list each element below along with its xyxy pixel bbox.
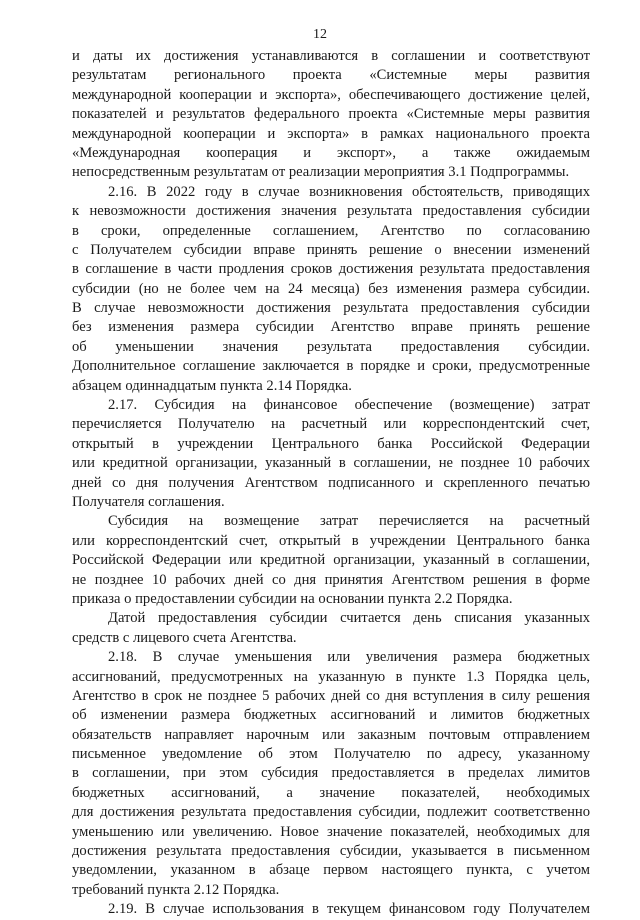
text-line: письменное уведомление об этом Получателю по адресу, указанному xyxy=(72,746,590,763)
text-line: абзацем одиннадцатым пункта 2.14 Порядка. xyxy=(72,377,352,394)
text-line: субсидии (но не более чем на 24 месяца) без изменения размера субсидии. xyxy=(72,280,590,297)
text-line: об уменьшении значения результата предоставления субсидии. xyxy=(72,338,590,355)
text-line: Дополнительное соглашение заключается в порядке и сроки, предусмотренные xyxy=(72,358,590,375)
text-line: бюджетных ассигнований, а значение показателей, необходимых xyxy=(72,784,590,801)
text-line: Получателя соглашения. xyxy=(72,493,225,510)
text-line: в сроки, определенные соглашением, Агентство по согласованию xyxy=(72,222,590,239)
page-number: 12 xyxy=(313,27,327,42)
text-line: или корреспондентский счет, открытый в учреждении Центрального банка xyxy=(72,532,590,549)
text-line: международной кооперации и экспорта» в рамках национального проекта xyxy=(72,125,590,142)
text-line: результатам регионального проекта «Системные меры развития xyxy=(72,67,590,84)
text-line: показателей и результатов федерального проекта «Системные меры развития xyxy=(72,106,590,123)
text-line: уменьшению или увеличению. Новое значение показателей, необходимых для xyxy=(72,823,590,840)
text-line: и даты их достижения устанавливаются в соглашении и соответствуют xyxy=(72,48,590,64)
text-line: 2.19. В случае использования в текущем финансовом году Получателем xyxy=(108,901,590,918)
text-line: перечисляется Получателю на расчетный или корреспондентский счет, xyxy=(72,416,590,433)
text-line: Субсидия на возмещение затрат перечисляется на расчетный xyxy=(108,513,590,530)
text-line: для достижения результата предоставления субсидии, подлежит соответственно xyxy=(72,804,590,821)
text-line: международной кооперации и экспорта», обеспечивающего достижение целей, xyxy=(72,86,590,103)
text-line: уведомлении, указанном в абзаце первом настоящего пункта, с учетом xyxy=(72,862,590,879)
text-line: требований пункта 2.12 Порядка. xyxy=(72,881,280,898)
text-line: средств с лицевого счета Агентства. xyxy=(72,629,297,646)
text-line: приказа о предоставлении субсидии на основании пункта 2.2 Порядка. xyxy=(72,590,513,607)
text-line: 2.16. В 2022 году в случае возникновения обстоятельств, приводящих xyxy=(108,183,590,200)
text-line: достижения результата предоставления субсидии, указывается в письменном xyxy=(72,843,590,860)
text-line: непосредственным результатам от реализации мероприятия 3.1 Подпрограммы. xyxy=(72,164,570,181)
text-line: открытый в учреждении Центрального банка Российской Федерации xyxy=(72,435,590,452)
text-line: в соглашении, при этом субсидия предоставляется в пределах лимитов xyxy=(72,765,590,782)
document-body xyxy=(72,47,590,920)
text-line: или кредитной организации, указанный в соглашении, не позднее 10 рабочих xyxy=(72,455,590,472)
text-line: 2.18. В случае уменьшения или увеличения размера бюджетных xyxy=(108,649,590,666)
text-line: В случае невозможности достижения результата предоставления субсидии xyxy=(72,300,590,317)
text-line: 2.17. Субсидия на финансовое обеспечение (возмещение) затрат xyxy=(108,397,590,414)
text-line: «Международная кооперация и экспорт», а также ожидаемым xyxy=(72,144,590,161)
text-line: без изменения размера субсидии Агентство вправе принять решение xyxy=(72,319,590,336)
text-line: не позднее 10 рабочих дней со дня принятия Агентством решения в форме xyxy=(72,571,590,588)
text-line: к невозможности достижения значения результата предоставления субсидии xyxy=(72,203,590,220)
text-line: с Получателем субсидии вправе принять решение о внесении изменений xyxy=(72,241,590,258)
text-line: в соглашение в части продления сроков достижения результата предоставления xyxy=(72,261,590,278)
text-line: Агентство в срок не позднее 5 рабочих дней со дня вступления в силу решения xyxy=(72,687,590,704)
text-line: об изменении размера бюджетных ассигнований и лимитов бюджетных xyxy=(72,707,590,724)
text-line: ассигнований, предусмотренных на указанную в пункте 1.3 Порядка цель, xyxy=(72,668,590,685)
text-line: Российской Федерации или кредитной организации, указанный в соглашении, xyxy=(72,552,590,569)
text-line: Датой предоставления субсидии считается день списания указанных xyxy=(108,610,590,627)
text-line: обязательств направляет нарочным или заказным почтовым отправлением xyxy=(72,726,590,743)
text-line: дней со дня получения Агентством подписанного и скрепленного печатью xyxy=(72,474,590,491)
